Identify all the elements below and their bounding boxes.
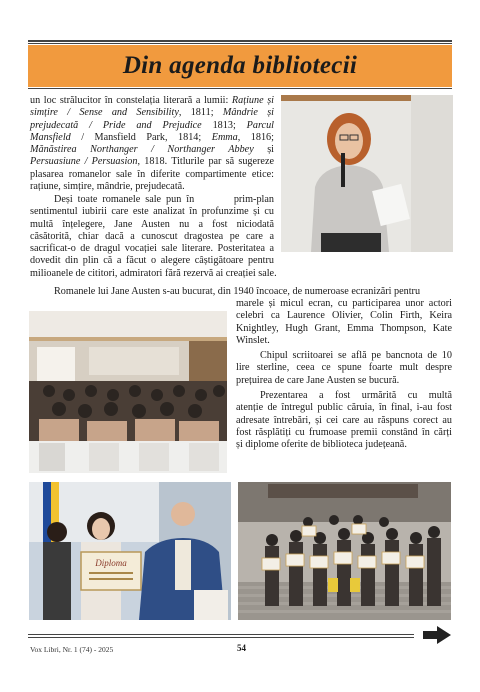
- text-line: [236, 310, 452, 322]
- text-run: Knightley, Hugh Grant, Emma Thompson, Kate: [236, 322, 452, 334]
- group-photo: [238, 482, 451, 620]
- text-line: [236, 323, 452, 335]
- footer-rule-thin: [28, 637, 414, 638]
- text-line: [236, 362, 452, 374]
- section-header: [28, 45, 452, 87]
- paragraph-4: [236, 350, 452, 387]
- text-run: prejudecată / Pride and Prejudice: [30, 119, 202, 131]
- text-run: 1813;: [201, 119, 247, 131]
- text-line: [30, 107, 274, 119]
- text-run: milioanele de cititori, admiratori fără rezervă ai creației sale.: [30, 267, 277, 279]
- diploma-text: Diploma: [95, 558, 127, 568]
- footer-rule: [28, 634, 414, 635]
- text-line: [236, 350, 452, 362]
- audience-photo: [29, 311, 227, 473]
- text-run: simțire / Sense and Sensibility: [30, 107, 179, 119]
- text-line: [30, 156, 274, 168]
- text-line: [236, 439, 452, 451]
- text-run: și: [253, 144, 274, 156]
- text-line: [30, 243, 274, 255]
- text-run: Prezentarea a fost urmărită cu multă: [260, 390, 452, 401]
- text-run: prețuirea de care Jane Austen se bucură.: [236, 374, 400, 386]
- text-run: adresate întrebări, și cei care au răspuns corect au: [236, 414, 452, 426]
- text-run: atenție de întregul public căruia, în final, i-au fost: [236, 402, 452, 414]
- text-run: , 1816;: [237, 131, 274, 143]
- text-run: Persuasiune / Persuasion: [30, 156, 138, 168]
- text-run: Mândrie și: [222, 107, 275, 119]
- text-run: și diplome oferite de biblioteca județeană.: [236, 439, 407, 451]
- paragraph-1: [30, 95, 274, 193]
- section-title: Din agenda bibliotecii: [122, 52, 358, 79]
- page-number: 54: [237, 643, 246, 653]
- paragraph-5: [236, 390, 452, 451]
- text-run: marele și micul ecran, cu participarea unor actori: [236, 298, 452, 309]
- text-run: Mansfield: [30, 131, 71, 143]
- text-run: / Mansfield Park, 1814;: [70, 131, 212, 143]
- text-line: [30, 231, 274, 243]
- text-line: [236, 335, 452, 347]
- paragraph-3: [236, 298, 452, 347]
- text-run: rațiune, simțire, mândrie, prejudecată.: [30, 181, 185, 193]
- text-line: [30, 95, 274, 107]
- award-photo: [29, 482, 231, 620]
- text-line: [30, 255, 274, 267]
- header-top-rule: [28, 40, 452, 42]
- text-line: [236, 298, 452, 310]
- paragraph-2: [30, 194, 277, 280]
- text-run: plasarea romanelor sale în diferite compartimente etice:: [30, 168, 274, 180]
- text-run: Emma: [211, 131, 238, 143]
- text-run: Rațiune și: [231, 95, 275, 106]
- text-run: sacrificat-o de dragul vocației sale literare. Posteritatea a: [30, 243, 274, 255]
- text-run: Parcul: [246, 119, 274, 131]
- text-run: căsătorită, chiar dacă a cunoscut dragostea pe care a: [30, 230, 274, 242]
- text-run: lire sterline, ceea ce spune foarte mult despre: [236, 362, 452, 374]
- text-run: multă înțelegere, Jane Austen nu a fost niciodată: [30, 218, 274, 230]
- paragraph-3-line1: Romanele lui Jane Austen s-au bucurat, din 1940 încoace, de numeroase ecranizări pentru: [54, 286, 421, 297]
- text-run: Winslet.: [236, 334, 270, 346]
- speaker-photo: [281, 95, 453, 252]
- text-run: fost răsplătiți cu frumoase premii constând în cărți: [236, 426, 452, 438]
- text-line: [30, 194, 274, 206]
- text-line: [30, 132, 274, 144]
- text-run: un loc strălucitor în constelația literară a lumii:: [30, 95, 232, 106]
- header-top-rule-thin: [28, 43, 452, 44]
- text-line: [30, 120, 274, 132]
- header-bottom-rule: [28, 88, 452, 89]
- text-run: Mănăstirea Northanger / Northanger Abbey: [30, 144, 254, 156]
- text-line: [236, 402, 452, 414]
- text-line: [30, 219, 274, 231]
- text-line: [236, 390, 452, 402]
- text-line: [30, 206, 274, 218]
- text-line: [30, 268, 450, 280]
- text-line: [236, 375, 452, 387]
- text-line: [30, 144, 274, 156]
- text-line: [30, 169, 274, 181]
- text-run: , 1811;: [178, 107, 223, 119]
- text-run: sentimentul iubirii care este analizat în profunzime și cu: [30, 206, 274, 218]
- next-page-arrow-icon[interactable]: [423, 626, 451, 649]
- text-line: [236, 427, 452, 439]
- journal-issue: Vox Libri, Nr. 1 (74) - 2025: [30, 645, 114, 654]
- text-run: dovedit din plin că a făcut o alegere câștigătoare pentru: [30, 255, 274, 267]
- text-run: , 1818. Titlurile par să sugereze: [137, 156, 275, 168]
- text-run: Deși toate romanele sale pun în prim-plan: [54, 194, 274, 205]
- text-line: [236, 415, 452, 427]
- text-run: Chipul scriitoarei se află pe bancnota de 10: [260, 350, 452, 361]
- text-line: [30, 181, 274, 193]
- text-run: celebri ca Laurence Olivier, Colin Firth, Keira: [236, 310, 452, 322]
